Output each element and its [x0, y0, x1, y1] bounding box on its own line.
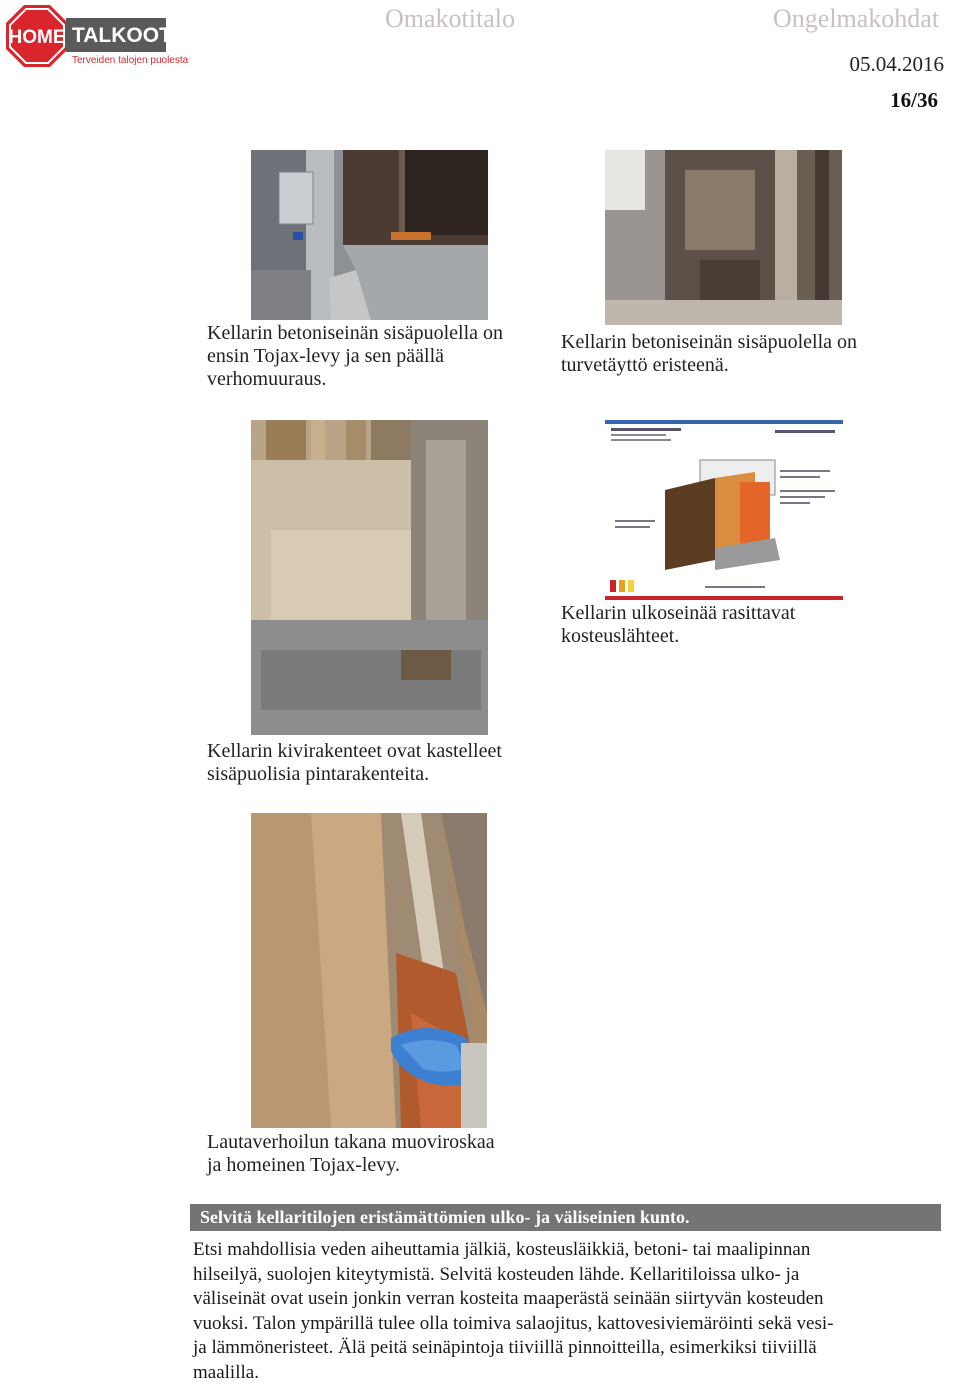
photo-basement-wall-tojax [251, 150, 488, 320]
caption-line: verhomuuraus. [207, 368, 503, 391]
caption-photo-5 [207, 1131, 495, 1177]
section-banner: Selvitä kellaritilojen eristämättömien ulko- ja väliseinien kunto. [190, 1204, 941, 1231]
logo-home-text: HOME [9, 27, 66, 48]
logo-talkoot-text: TALKOOT.FI [72, 24, 194, 47]
body-line: hilseilyä, suolojen kiteytymistä. Selvitä kosteuden lähde. Kellaritiloissa ulko- ja [193, 1263, 943, 1288]
caption-photo-3 [561, 602, 795, 648]
caption-photo-2 [561, 331, 857, 377]
caption-line: Kellarin ulkoseinää rasittavat [561, 602, 795, 625]
caption-line: Kellarin betoniseinän sisäpuolella on [207, 322, 503, 345]
caption-photo-1 [207, 322, 503, 391]
body-paragraph [193, 1238, 943, 1385]
photo-stone-structures [251, 420, 488, 735]
page-date: 05.04.2016 [850, 52, 945, 77]
body-line: ja lämmöneristeet. Älä peitä seinäpintoja tiiviillä pinnoitteilla, esimerkiksi tiiviillä [193, 1336, 943, 1361]
caption-line: Kellarin betoniseinän sisäpuolella on [561, 331, 857, 354]
hometalkoot-logo[interactable] [6, 4, 166, 66]
nav-link-ongelmakohdat[interactable]: Ongelmakohdat [773, 4, 939, 34]
logo-tagline: Terveiden talojen puolesta [72, 55, 189, 66]
body-line: vuoksi. Talon ympärillä tulee olla toimiva salaojitus, kattovesiviemäröinti sekä vesi- [193, 1312, 943, 1337]
caption-line: kosteuslähteet. [561, 625, 795, 648]
nav-link-omakotitalo[interactable]: Omakotitalo [385, 4, 515, 34]
photo-panel-behind-cladding [251, 813, 487, 1128]
body-line: maalilla. [193, 1361, 943, 1385]
page-number: 16/36 [890, 88, 938, 113]
diagram-moisture-sources [605, 420, 843, 600]
caption-line: Kellarin kivirakenteet ovat kastelleet [207, 740, 502, 763]
caption-photo-4 [207, 740, 502, 786]
caption-line: sisäpuolisia pintarakenteita. [207, 763, 502, 786]
caption-line: Lautaverhoilun takana muoviroskaa [207, 1131, 495, 1154]
photo-peat-insulation [605, 150, 842, 325]
caption-line: ja homeinen Tojax-levy. [207, 1154, 495, 1177]
body-line: Etsi mahdollisia veden aiheuttamia jälkiä, kosteusläikkiä, betoni- tai maalipinnan [193, 1238, 943, 1263]
body-line: väliseinät ovat usein jonkin verran kosteita maaperästä seinään siirtyvän kosteuden [193, 1287, 943, 1312]
caption-line: turvetäyttö eristeenä. [561, 354, 857, 377]
caption-line: ensin Tojax-levy ja sen päällä [207, 345, 503, 368]
